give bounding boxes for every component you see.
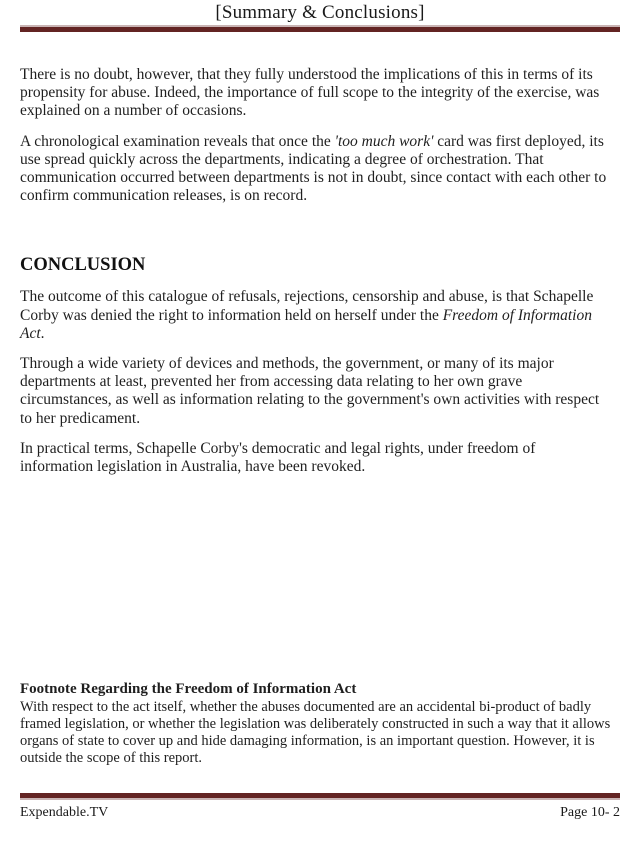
footnote-section: [20, 681, 618, 767]
footer-page-number: Page 10- 2: [560, 805, 620, 820]
footer-row: [20, 804, 620, 821]
conclusion-paragraphs: [20, 288, 612, 476]
paragraph: Through a wide variety of devices and methods, the government, or many of its major departments at least, prevented her from accessing data relating to her own grave circumstances, as well as information relating to the government's own activities with respect to her predicament.: [20, 355, 600, 427]
header-rule: [20, 25, 620, 32]
page-header: [20, 0, 620, 32]
paragraph: There is no doubt, however, that they fully understood the implications of this in terms of its propensity for abuse. Indeed, the importance of full scope to the integrity of the exercise, was explained on a number of occasions.: [20, 66, 600, 120]
page-title: [Summary & Conclusions]: [215, 2, 425, 23]
document-body: [20, 66, 612, 476]
paragraph: In practical terms, Schapelle Corby's democratic and legal rights, under freedom of information legislation in Australia, have been revoked.: [20, 439, 536, 476]
conclusion-heading: CONCLUSION: [20, 255, 146, 276]
intro-paragraphs: [20, 66, 612, 205]
footnote-text: With respect to the act itself, whether the abuses documented are an accidental bi-product of badly framed legislation, or whether the legislation was deliberately constructed in such a way that it allows organs of state to cover up and hide damaging information, is an important question. However, it is outside the scope of this report.: [20, 699, 611, 766]
footer-rule: [20, 793, 620, 800]
page-footer: [20, 793, 620, 821]
footer-site-name: Expendable.TV: [20, 805, 109, 820]
footnote-heading: Footnote Regarding the Freedom of Information Act: [20, 681, 357, 697]
paragraph: The outcome of this catalogue of refusals, rejections, censorship and abuse, is that Schapelle Corby was denied the right to information held on herself under the Freedom of Information Act.: [20, 288, 594, 342]
paragraph: A chronological examination reveals that once the 'too much work' card was first deployed, its use spread quickly across the departments, indicating a degree of orchestration. That communication occurred between departments is not in doubt, since contact with each other to confirm communication releases, is on record.: [20, 132, 607, 205]
